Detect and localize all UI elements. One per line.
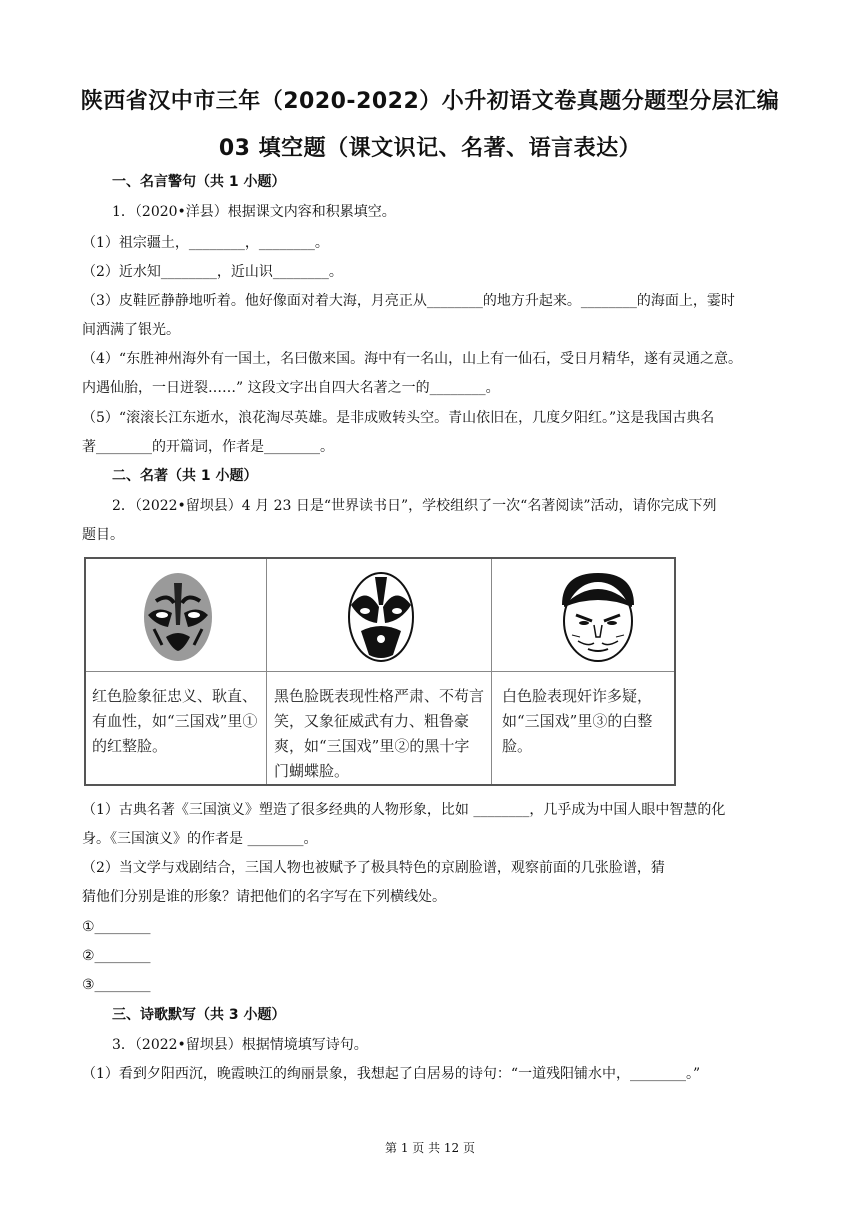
question-3-stem: 3．（2022•留坝县）根据情境填写诗句。	[112, 1037, 368, 1053]
document-title: 陕西省汉中市三年（2020-2022）小升初语文卷真题分题型分层汇编	[80, 89, 780, 114]
question-1-item-4-line1: （4）“东胜神州海外有一国土，名曰傲来国。海中有一名山，山上有一仙石，受日月精华，遂有灵通之意。	[82, 351, 743, 367]
question-2-item-1-line1: （1）古典名著《三国演义》塑造了很多经典的人物形象，比如 ________，几乎成为中国人眼中智慧的化	[82, 802, 726, 818]
question-1-stem: 1．（2020•洋县）根据课文内容和积累填空。	[112, 204, 396, 220]
black-mask-caption: 黑色脸既表现性格严肃、不苟言笑，又象征威武有力、粗鲁豪爽，如“三国戏”里②的黑十字门蝴蝶脸。	[274, 687, 485, 780]
question-2-stem-line2: 题目。	[82, 527, 124, 543]
question-2-stem-line1: 2．（2022•留坝县）4 月 23 日是“世界读书日”，学校组织了一次“名著阅读”活动，请你完成下列	[112, 498, 717, 514]
red-mask-caption: 红色脸象征忠义、耿直、有血性，如“三国戏”里①的红整脸。	[92, 687, 258, 755]
white-mask-image	[548, 565, 648, 665]
section-heading-1: 一、名言警句（共 1 小题）	[112, 174, 286, 190]
question-1-item-5-line1: （5）“滚滚长江东逝水，浪花淘尽英雄。是非成败转头空。青山依旧在，几度夕阳红。”这是我国古典名	[82, 410, 715, 426]
answer-blank-3: ③________	[82, 977, 151, 993]
question-2-item-2-line1: （2）当文学与戏剧结合，三国人物也被赋予了极具特色的京剧脸谱，观察前面的几张脸谱，猜	[82, 860, 665, 876]
question-2-item-1-line2: 身。《三国演义》的作者是 ________。	[82, 831, 318, 847]
question-2-item-2-line2: 猜他们分别是谁的形象？请把他们的名字写在下列横线处。	[82, 889, 446, 905]
question-1-item-5-line2: 著________的开篇词，作者是________。	[82, 439, 334, 455]
answer-blank-1: ①________	[82, 919, 151, 935]
opera-mask-table	[84, 557, 676, 786]
question-1-item-1: （1）祖宗疆土，________，________。	[82, 235, 329, 251]
question-1-item-4-line2: 内遇仙胎，一日迸裂……” 这段文字出自四大名著之一的________。	[82, 380, 500, 396]
answer-blank-2: ②________	[82, 948, 151, 964]
black-mask-image	[331, 565, 431, 665]
question-1-item-3-line1: （3）皮鞋匠静静地听着。他好像面对着大海，月亮正从________的地方升起来。________的海面上，霎时	[82, 293, 735, 309]
document-subtitle: 03 填空题（课文识记、名著、语言表达）	[218, 136, 642, 161]
question-1-item-2: （2）近水知________，近山识________。	[82, 264, 343, 280]
section-heading-3: 三、诗歌默写（共 3 小题）	[112, 1007, 286, 1023]
question-1-item-3-line2: 间洒满了银光。	[82, 322, 180, 338]
page-number: 第 1 页 共 12 页	[385, 1141, 475, 1155]
question-3-item-1: （1）看到夕阳西沉，晚霞映江的绚丽景象，我想起了白居易的诗句：“一道残阳铺水中，________。”	[82, 1066, 701, 1082]
white-mask-caption: 白色脸表现奸诈多疑，如“三国戏”里③的白整脸。	[502, 687, 653, 755]
section-heading-2: 二、名著（共 1 小题）	[112, 468, 258, 484]
red-mask-image	[128, 565, 228, 665]
